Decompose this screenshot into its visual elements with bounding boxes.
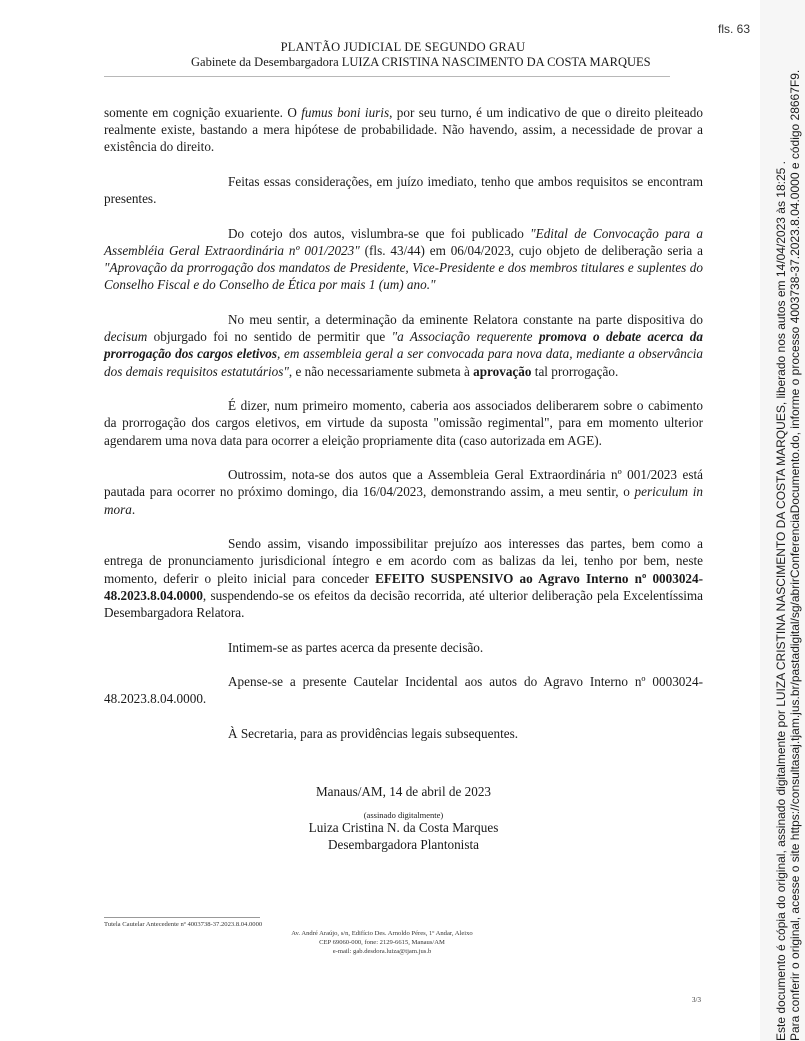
address-line-3: e-mail: gab.desdora.luiza@tjam.jus.b [332, 948, 432, 955]
verification-note-line-1: Este documento é cópia do original, assinado digitalmente por LUIZA CRISTINA NASCIMENTO DA COSTA MARQUES, liberado nos autos em 14/04/2023 às 18:25 . [774, 161, 788, 1041]
header-subtitle: Gabinete da Desembargadora LUIZA CRISTINA NASCIMENTO DA COSTA MARQUES [191, 55, 651, 69]
text: Do cotejo dos autos, vislumbra-se que foi publicado [228, 225, 531, 241]
case-number-note: Tutela Cautelar Antecedente nº 4003738-37.2023.8.04.0000 [104, 921, 263, 928]
paragraph-10: À Secretaria, para as providências legais subsequentes. [228, 726, 519, 741]
text-bold: aprovação [473, 363, 532, 379]
text: , por seu turno, é um indicativo de que o direito pleiteado realmente existe, bastando a mera hipótese de probabilidade. Não havendo, assim, a necessidade de provar a existência do direito. [104, 105, 703, 155]
header-title: PLANTÃO JUDICIAL DE SEGUNDO GRAU [280, 40, 526, 54]
text: Sendo assim, visando impossibilitar prejuízo aos interesses das partes, bem como a entrega de pronunciamento jurisdicional íntegro e em acordo com as balizas da lei, tenho por bem, neste momento, deferir o pleito inicial para conceder [104, 536, 703, 586]
folio-number: fls. 63 [718, 22, 751, 36]
paragraph-6 [104, 466, 703, 518]
signer-name: Luiza Cristina N. da Costa Marques [308, 820, 499, 835]
verification-note-line-2: Para conferir o original, acesse o site https://consultasaj.tjam.jus.br/pastadigital/sg/abrirConferenciaDocumento.do, informe o processo 4003738-37.2023.8.04.0000 e código 28667F9. [788, 69, 802, 1041]
text-italic: "Aprovação da prorrogação dos mandatos de Presidente, Vice-Presidente e dos membros titulares e suplentes do Conselho Fiscal e do Conselho de Ética por mais 1 (um) ano." [104, 260, 703, 293]
text: somente em cognição exuariente. O [104, 105, 302, 120]
place-date: Manaus/AM, 14 de abril de 2023 [315, 784, 492, 799]
header-rule [104, 76, 670, 77]
text-italic: fumus boni iuris [301, 105, 390, 120]
text-italic: "a Associação requerente [391, 329, 539, 345]
paragraph-4 [104, 311, 703, 380]
signer-role: Desembargadora Plantonista [327, 837, 479, 852]
text: (fls. 43/44) em 06/04/2023, cujo objeto de deliberação seria a [359, 243, 703, 258]
text: , e não necessariamente submeta à [288, 363, 474, 379]
text-italic: , em assembleia geral a ser convocada para nova data, mediante a observância dos demais requisitos estatutários" [104, 346, 703, 379]
text: . [131, 501, 136, 517]
text-italic: decisum [104, 329, 148, 345]
text: , suspendendo-se os efeitos da decisão recorrida, até ulterior deliberação pela Excelentíssima Desembargadora Relatora. [104, 587, 703, 621]
paragraph-9: Apense-se a presente Cautelar Incidental aos autos do Agravo Interno nº 0003024-48.2023.8.04.0000. [104, 674, 703, 707]
paragraph-7 [104, 535, 703, 621]
decision-body [104, 104, 703, 760]
signed-digitally-note: (assinado digitalmente) [363, 810, 444, 820]
footnote-rule [104, 917, 260, 918]
paragraph-8: Intimem-se as partes acerca da presente decisão. [228, 639, 484, 655]
text: objurgado foi no sentido de permitir que [147, 329, 392, 345]
text: tal prorrogação. [531, 363, 619, 379]
text-italic: "Edital de Convocação para a Assembléia Geral Extraordinária nº 001/2023" [104, 225, 703, 258]
text: No meu sentir, a determinação da eminente Relatora constante na parte dispositiva do [228, 312, 703, 327]
address-line-1: Av. André Araújo, s/n, Edifício Des. Arnoldo Péres, 1º Andar, Aleixo [291, 930, 473, 937]
text-italic: periculum in mora [104, 484, 703, 517]
paragraph-3 [104, 225, 703, 294]
paragraph-2: Feitas essas considerações, em juízo imediato, tenho que ambos requisitos se encontram presentes. [104, 174, 703, 207]
paragraph-1 [104, 104, 703, 156]
text: Outrossim, nota-se dos autos que a Assembleia Geral Extraordinária nº 001/2023 está pautada para ocorrer no próximo domingo, dia 16/04/2023, demonstrando assim, a meu sentir, o [104, 467, 703, 500]
page-number: 3/3 [692, 996, 701, 1004]
paragraph-5: É dizer, num primeiro momento, caberia aos associados deliberarem sobre o cabimento da prorrogação dos cargos eletivos, em virtude da suposta "omissão regimental", para em momento ulterior agendarem uma nova data para ocorrer a eleição propriamente dita (caso autorizada em AGE). [104, 398, 703, 448]
address-line-2: CEP 69060-000, fone: 2129-6615, Manaus/AM [319, 939, 445, 946]
text-bold-italic: promova o debate acerca da prorrogação dos cargos eletivos [104, 329, 703, 362]
text-bold: EFEITO SUSPENSIVO ao Agravo Interno nº 0003024-48.2023.8.04.0000 [104, 570, 703, 603]
